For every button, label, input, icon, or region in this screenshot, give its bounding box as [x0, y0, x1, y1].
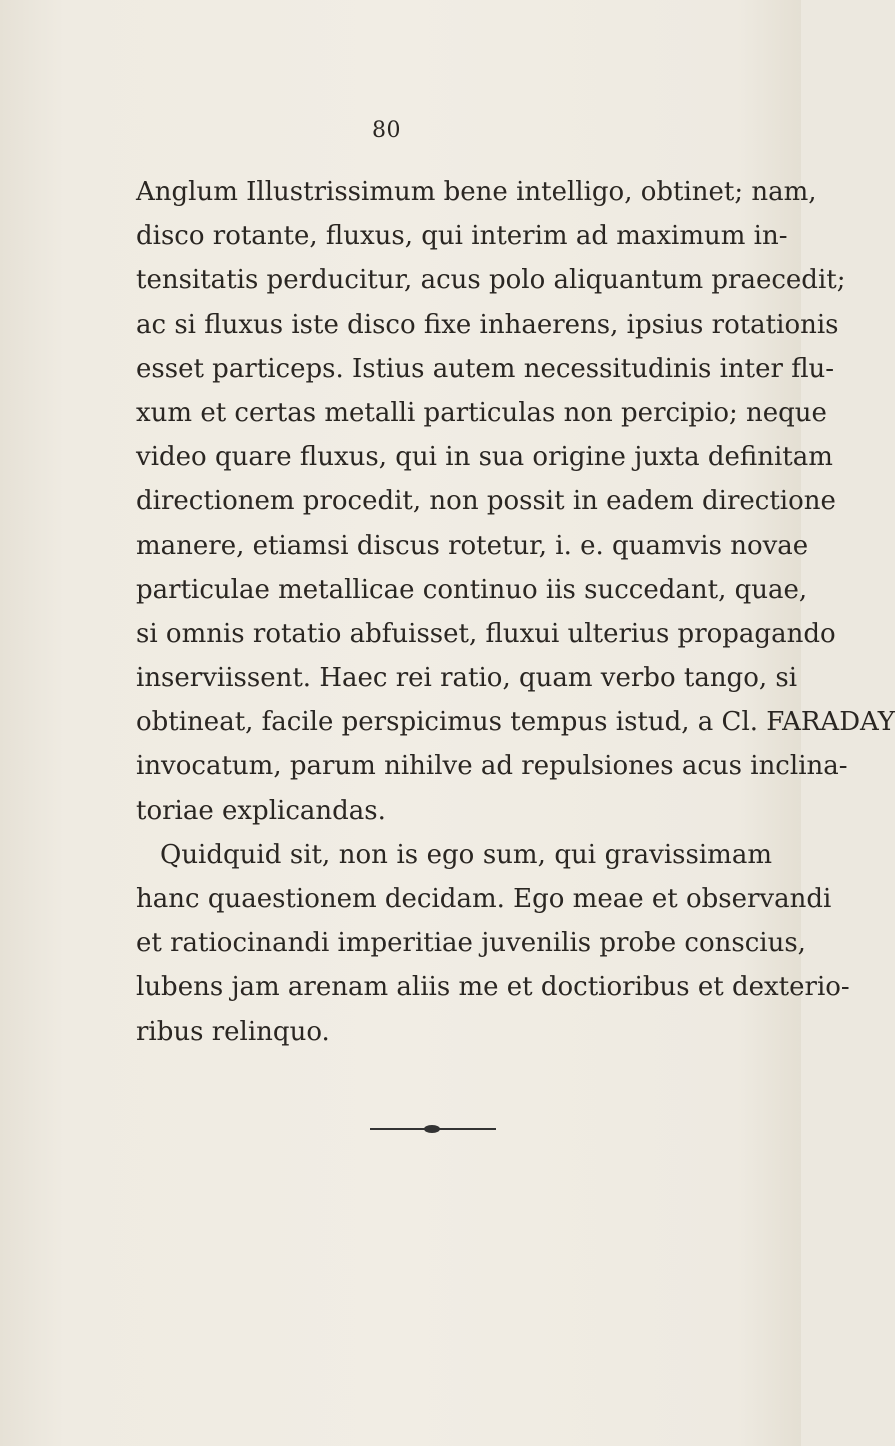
text-line: inserviissent. Haec rei ratio, quam verbo tango, si	[136, 663, 798, 694]
text-line: obtineat, facile perspicimus tempus istud, a Cl. FARADAY	[136, 707, 895, 738]
text-line: si omnis rotatio abfuisset, fluxui ulterius propagando	[136, 618, 836, 649]
text-line: esset particeps. Istius autem necessitudinis inter flu-	[136, 353, 835, 384]
text-line: et ratiocinandi imperitiae juvenilis probe conscius,	[136, 928, 806, 959]
text-line: Anglum Illustrissimum bene intelligo, obtinet; nam,	[136, 177, 817, 207]
text-line: ac si fluxus iste disco fixe inhaerens, ipsius rotationis	[136, 309, 839, 340]
body-text	[136, 170, 895, 1054]
text-line: Quidquid sit, non is ego sum, qui gravissimam	[160, 839, 772, 870]
text-line: ribus relinquo.	[136, 1016, 330, 1047]
text-line: video quare fluxus, qui in sua origine juxta definitam	[136, 442, 833, 473]
text-line: manere, etiamsi discus rotetur, i. e. quamvis novae	[136, 530, 809, 561]
page-number: 80	[372, 118, 401, 143]
section-end-rule	[370, 1128, 496, 1130]
text-line: hanc quaestionem decidam. Ego meae et observandi	[136, 884, 832, 914]
text-line: xum et certas metalli particulas non percipio; neque	[136, 397, 827, 428]
text-line: tensitatis perducitur, acus polo aliquantum praecedit;	[136, 265, 846, 296]
text-line: disco rotante, fluxus, qui interim ad maximum in-	[136, 221, 788, 252]
text-line: invocatum, parum nihilve ad repulsiones acus inclina-	[136, 751, 848, 782]
text-line: lubens jam arenam aliis me et doctioribus et dexterio-	[136, 972, 850, 1003]
text-line: directionem procedit, non possit in eadem directione	[136, 486, 836, 517]
text-line: particulae metallicae continuo iis succedant, quae,	[136, 574, 808, 605]
text-line: toriae explicandas.	[136, 795, 386, 826]
